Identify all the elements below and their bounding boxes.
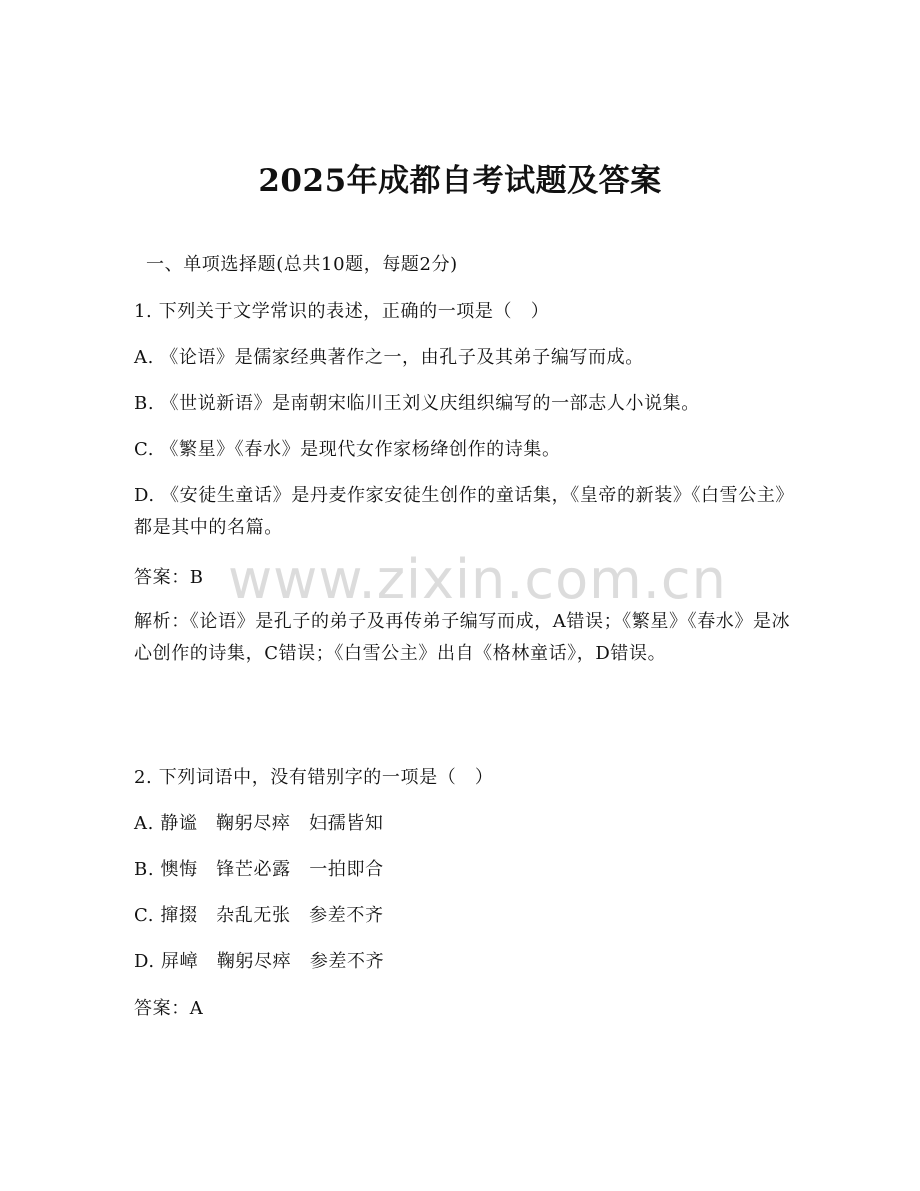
watermark: www.zixin.com.cn	[228, 548, 727, 611]
page-title: 2025年成都自考试题及答案	[258, 163, 662, 199]
question-2-option-c: C. 撺掇 杂乱无张 参差不齐	[134, 905, 384, 926]
question-2-option-b: B. 懊悔 锋芒必露 一拍即合	[134, 859, 384, 880]
question-2-answer: 答案：A	[134, 998, 204, 1019]
section-heading: 一、单项选择题(总共10题，每题2分)	[146, 254, 458, 275]
question-1-option-a: A. 《论语》是儒家经典著作之一，由孔子及其弟子编写而成。	[134, 347, 644, 368]
question-2-option-d: D. 屏嶂 鞠躬尽瘁 参差不齐	[134, 951, 385, 972]
question-1-option-b: B. 《世说新语》是南朝宋临川王刘义庆组织编写的一部志人小说集。	[134, 393, 700, 414]
question-1: 1. 下列关于文学常识的表述，正确的一项是（ ）	[134, 301, 550, 322]
question-2-option-a: A. 静谧 鞠躬尽瘁 妇孺皆知	[134, 813, 384, 834]
question-1-option-c: C. 《繁星》《春水》是现代女作家杨绛创作的诗集。	[134, 439, 561, 460]
question-1-option-d: D. 《安徒生童话》是丹麦作家安徒生创作的童话集，《皇帝的新装》《白雪公主》都是其中的名篇。	[134, 485, 786, 538]
question-1-analysis: 解析：《论语》是孔子的弟子及再传弟子编写而成，A错误；《繁星》《春水》是冰心创作的诗集，C错误；《白雪公主》出自《格林童话》，D错误。	[134, 611, 791, 664]
question-2: 2. 下列词语中，没有错别字的一项是（ ）	[134, 767, 494, 788]
question-1-answer: 答案：B	[134, 567, 204, 588]
